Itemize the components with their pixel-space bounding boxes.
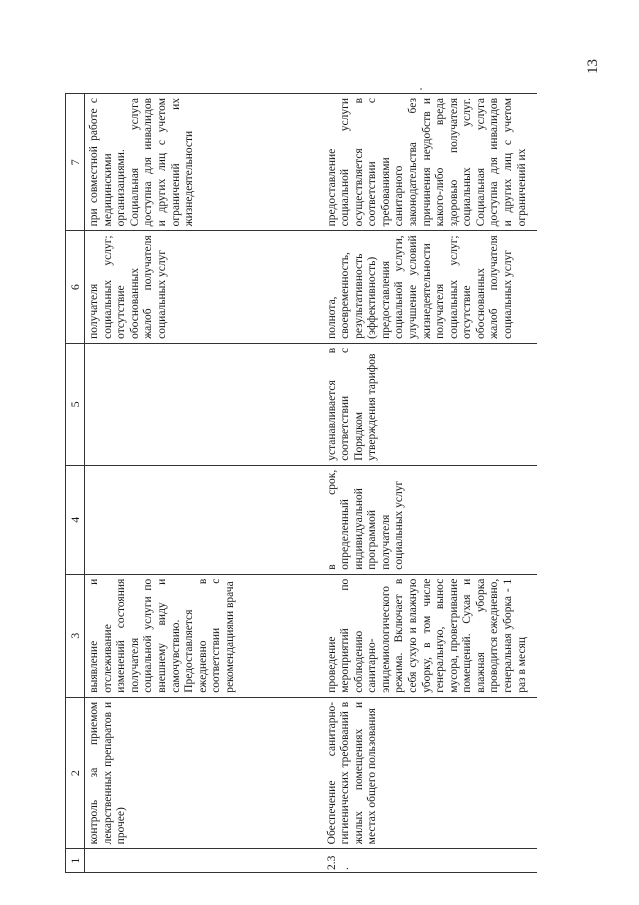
header-col-2: 2: [66, 697, 85, 849]
scan-speck: [420, 88, 422, 90]
header-row: [66, 94, 85, 873]
service-name: контроль за приемом лекарственных препаратов и прочее): [85, 697, 323, 849]
header-col-6: 6: [66, 231, 85, 343]
service-conditions: при совместной работе с медицинскими организациями. Социальная услуга доступна для инвалидов и других лиц с учетом ограничений их жизнедеятельности: [85, 94, 323, 231]
service-name: Обеспечение санитарно-гигиенических требований в жилых помещениях и местах общего пользования: [323, 697, 537, 849]
services-table: [65, 93, 537, 873]
header-col-4: 4: [66, 465, 85, 574]
row-number: 2.3.: [323, 849, 537, 873]
page-number: 13: [585, 59, 601, 74]
table-row: [323, 94, 537, 873]
service-description: проведение мероприятий по соблюдению санитарно-эпидемиологического режима. Включает в себя сухую и влажную уборку, в том числе генеральную, вынос мусора, проветривание помещений. Сухая и влажная уборка проводится ежедневно, генеральная уборка - 1 раз в месяц: [323, 574, 537, 697]
quality-indicators: получателя социальных услуг; отсутствие обоснованных жалоб получателя социальных услуг: [85, 231, 323, 343]
service-term: в срок, определенный индивидуальной программой получателя социальных услуг: [323, 465, 537, 574]
service-description: выявление и отслеживание изменений состояния получателя социальной услуги по внешнему виду и самочувствию. Предоставляется ежедневно в соответствии с рекомендациями врача: [85, 574, 323, 697]
service-conditions: предоставление социальной услуги осуществляется в соответствии с требованиями санитарного законодательства без причинения неудобств и какого-либо вреда здоровью получателя социальных услуг. Социальная услуга доступна для инвалидов и других лиц с учетом ограничений их: [323, 94, 537, 231]
rotated-table-sheet: [65, 93, 563, 873]
header-col-1: 1: [66, 849, 85, 873]
header-col-7: 7: [66, 94, 85, 231]
table-row: [85, 94, 323, 873]
row-number: [85, 849, 323, 873]
service-tariff: [85, 343, 323, 465]
header-col-3: 3: [66, 574, 85, 697]
quality-indicators: полнота, своевременность, результативность (эффективность) предоставления социальной услуги, улучшение условий жизнедеятельности получателя социальных услуг; отсутствие обоснованных жалоб получателя социальных услуг: [323, 231, 537, 343]
header-col-5: 5: [66, 343, 85, 465]
service-term: [85, 465, 323, 574]
service-tariff: устанавливается в соответствии с Порядком утверждения тарифов: [323, 343, 537, 465]
